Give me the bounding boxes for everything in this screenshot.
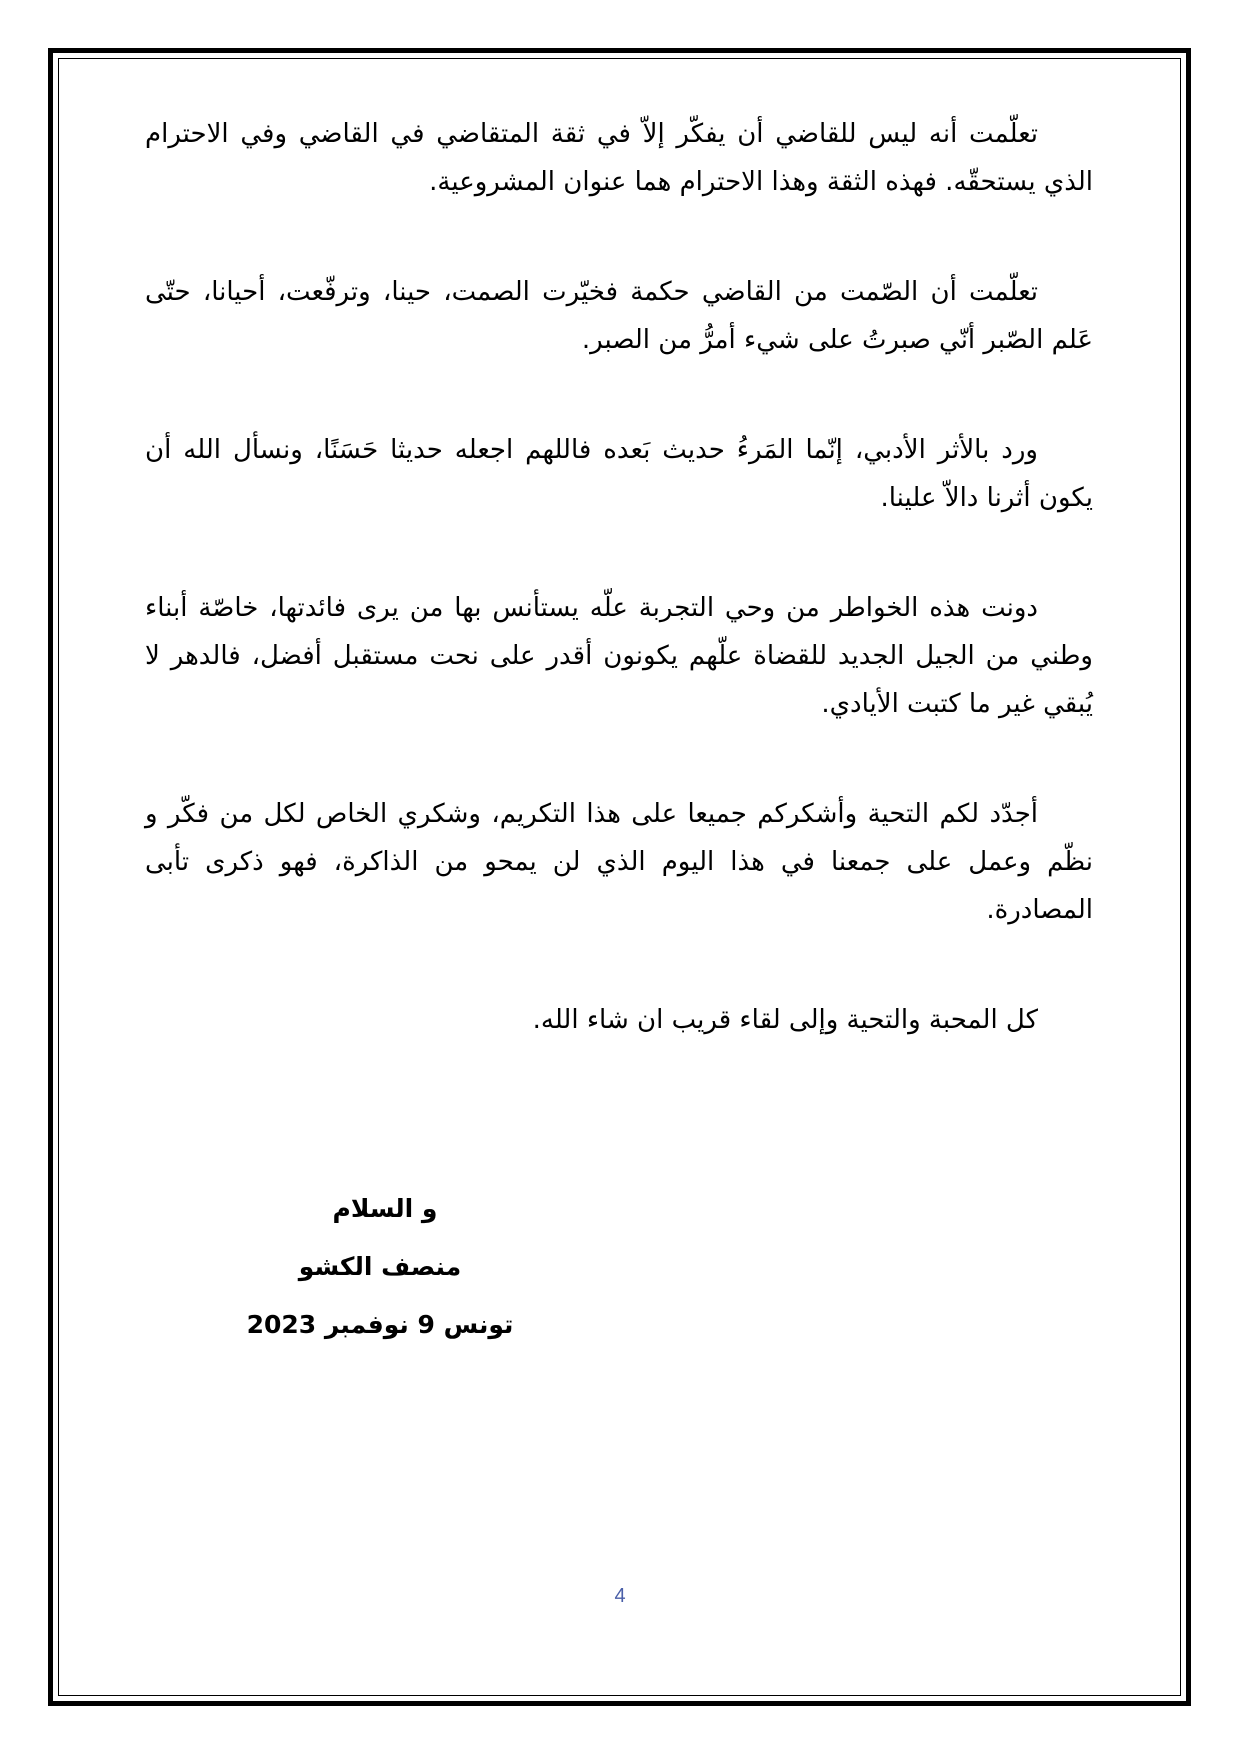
paragraph: تعلّمت أنه ليس للقاضي أن يفكّر إلاّ في ثقة المتقاضي في القاضي وفي الاحترام الذي يستحقّه. فهذه الثقة وهذا الاحترام هما عنوان المشروعية. bbox=[145, 119, 1093, 197]
paragraph: دونت هذه الخواطر من وحي التجربة علّه يستأنس بها من يرى فائدتها، خاصّة أبناء وطني من الجيل الجديد للقضاة علّهم يكونون أقدر على نحت مستقبل أفضل، فالدهر لا يُبقي غير ما كتبت الأيادي. bbox=[145, 593, 1093, 719]
page-number: 4 bbox=[614, 1585, 626, 1607]
paragraph: تعلّمت أن الصّمت من القاضي حكمة فخيّرت الصمت، حينا، وترفّعت، أحيانا، حتّى عَلم الصّبر أنّي صبرتُ على شيء أمرُّ من الصبر. bbox=[145, 277, 1093, 355]
signature-block bbox=[230, 1180, 530, 1354]
paragraph: ورد بالأثر الأدبي، إنّما المَرءُ حديث بَعده فاللهم اجعله حديثا حَسَنًا، ونسأل الله أن يكون أثرنا دالاّ علينا. bbox=[145, 435, 1093, 513]
paragraph: أجدّد لكم التحية وأشكركم جميعا على هذا التكريم، وشكري الخاص لكل من فكّر و نظّم وعمل على جمعنا في هذا اليوم الذي لن يمحو من الذاكرة، فهو ذكرى تأبى المصادرة. bbox=[145, 799, 1093, 925]
signature-name: منصف الكشو bbox=[298, 1252, 462, 1281]
letter-body bbox=[145, 110, 1093, 1044]
closing-line: كل المحبة والتحية وإلى لقاء قريب ان شاء الله. bbox=[532, 1005, 1038, 1035]
signature-place-date: تونس 9 نوفمبر 2023 bbox=[246, 1310, 514, 1339]
signature-salutation: و السلام bbox=[332, 1194, 438, 1223]
